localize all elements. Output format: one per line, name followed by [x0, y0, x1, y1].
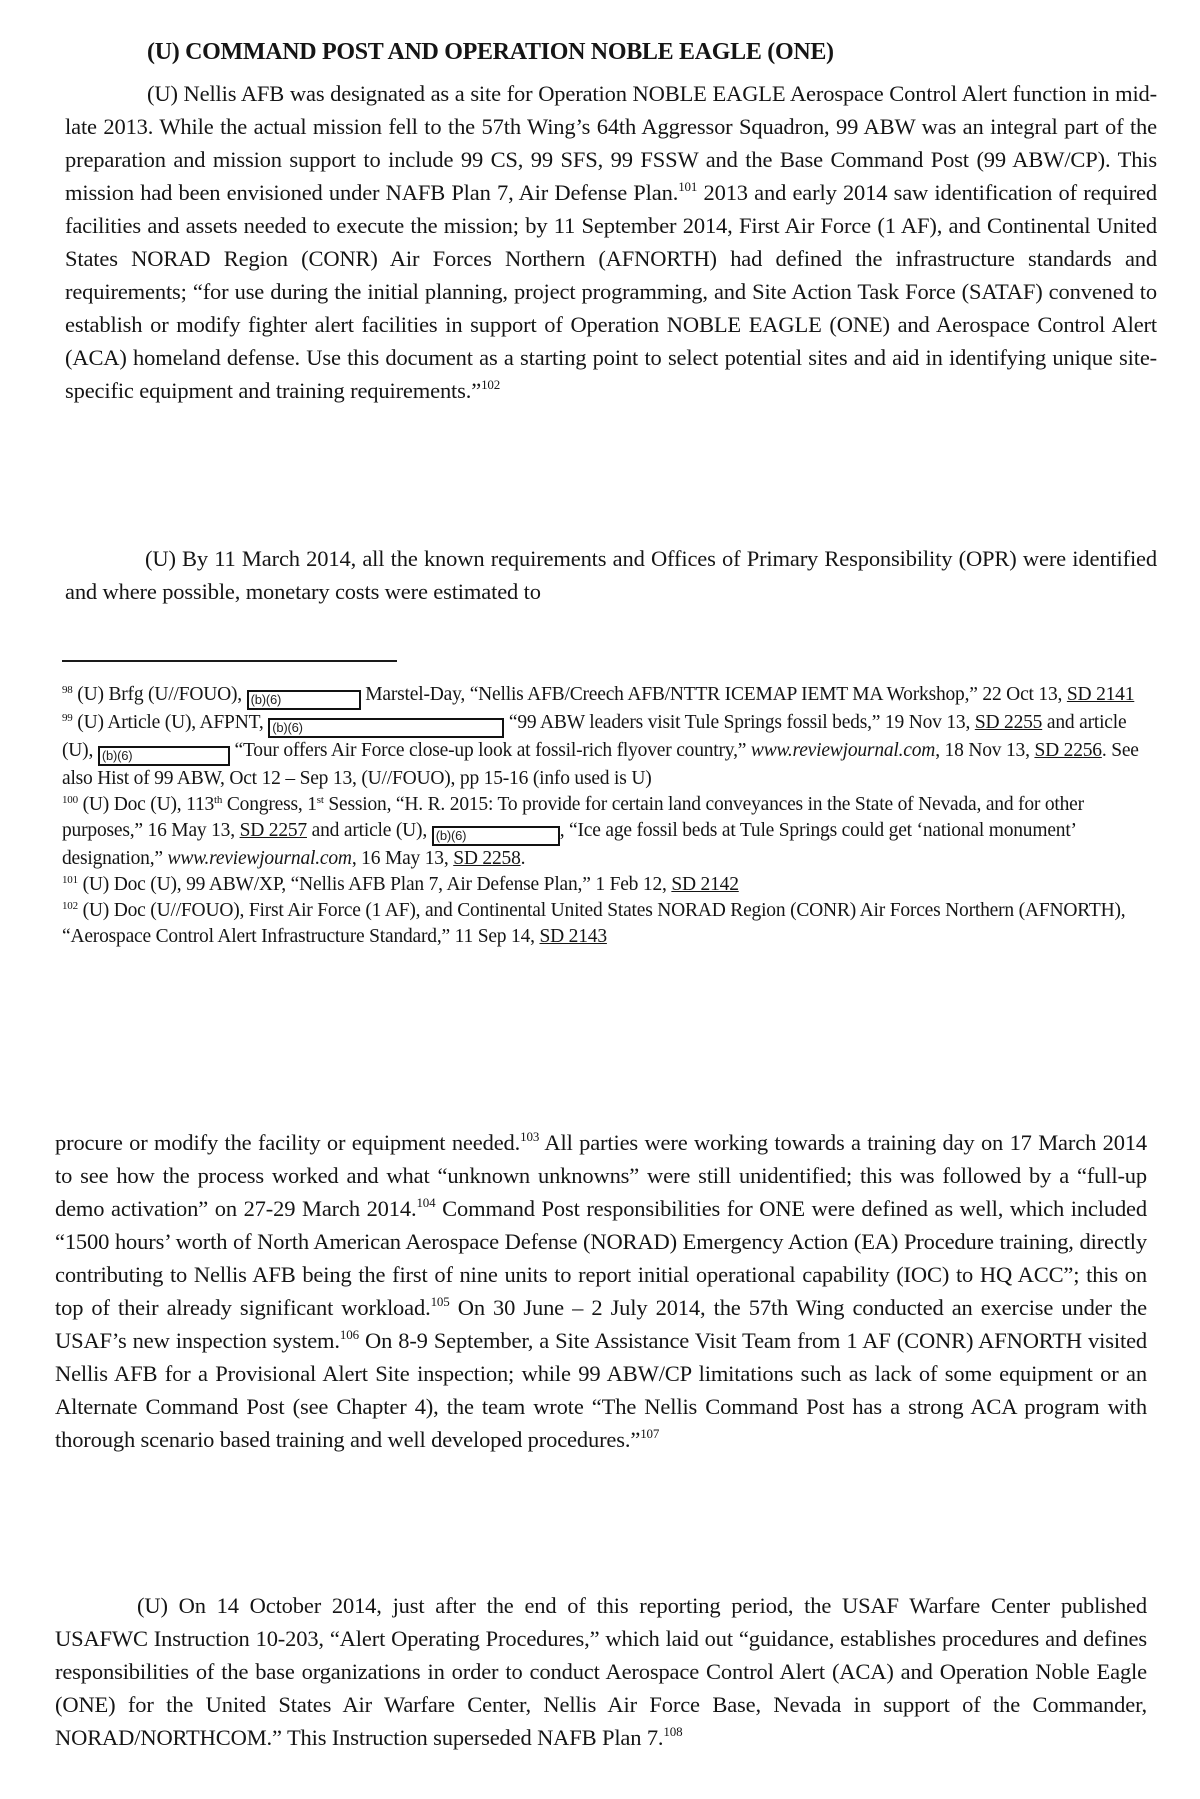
- source-doc-link[interactable]: SD 2258: [453, 848, 521, 869]
- footnote-ref-108[interactable]: 108: [663, 1724, 683, 1739]
- paragraph-2: (U) By 11 March 2014, all the known requirements and Offices of Primary Responsibility (OPR) were identified and where possible, monetary costs were estimated to: [65, 546, 1157, 604]
- footnote-99: $^{99}$ (U) Article (U), AFPNT, (b)(6) “99 ABW leaders visit Tule Springs fossil beds,” 19 Nov 13, SD 2255 and article (U), (b)(6) “Tour offers Air Force close-up look at fossil-rich flyover country,” www.reviewjournal.com, 18 Nov 13, SD 2256. See also Hist of 99 ABW, Oct 12 – Sep 13, (U//FOUO), pp 15-16 (info used is U): [62, 712, 1139, 789]
- footnote-ref-101[interactable]: 101: [678, 179, 698, 194]
- redaction-box: (b)(6): [432, 826, 560, 846]
- redaction-box: (b)(6): [268, 718, 504, 738]
- redaction-box: (b)(6): [98, 746, 230, 766]
- website-reference: www.reviewjournal.com: [167, 848, 352, 869]
- footnote-ref-105[interactable]: 105: [430, 1294, 450, 1309]
- footnote-ref-107[interactable]: 107: [640, 1426, 660, 1441]
- source-doc-link[interactable]: SD 2256: [1034, 740, 1102, 761]
- footnote-102: $^{102}$ (U) Doc (U//FOUO), First Air Force (1 AF), and Continental United States NORAD Region (CONR) Air Forces Northern (AFNORTH), “Aerospace Control Alert Infrastructure Standard,” 11 Sep 14, SD 2143: [62, 900, 1126, 947]
- footnote-100: $^{100}$ (U) Doc (U), 113th Congress, 1st Session, “H. R. 2015: To provide for certain land conveyances in the State of Nevada, and for other purposes,” 16 May 13, SD 2257 and article (U), (b)(6) , “Ice age fossil beds at Tule Springs could get ‘national monument’ designation,” www.reviewjournal.com, 16 May 13, SD 2258.: [62, 794, 1084, 869]
- website-reference: www.reviewjournal.com: [750, 740, 936, 761]
- footnote-ref-103[interactable]: 103: [520, 1129, 540, 1144]
- footnote-101: $^{101}$ (U) Doc (U), 99 ABW/XP, “Nellis AFB Plan 7, Air Defense Plan,” 1 Feb 12, SD 2142: [62, 874, 739, 895]
- footnote-ref-104[interactable]: 104: [416, 1195, 436, 1210]
- body-top-p2: [65, 542, 1157, 608]
- footnote-98: $^{98}$ (U) Brfg (U//FOUO), (b)(6) Marstel-Day, “Nellis AFB/Creech AFB/NTTR ICEMAP IEMT MA Workshop,” 22 Oct 13, SD 2141: [62, 682, 1152, 710]
- body-top: [65, 77, 1157, 407]
- footnote-ref-106[interactable]: 106: [339, 1327, 359, 1342]
- redaction-box: (b)(6): [247, 690, 361, 710]
- section-heading: (U) COMMAND POST AND OPERATION NOBLE EAGLE (ONE): [147, 39, 834, 65]
- body-bottom: [55, 1126, 1147, 1456]
- source-doc-link[interactable]: SD 2255: [974, 712, 1043, 733]
- paragraph-1: (U) Nellis AFB was designated as a site for Operation NOBLE EAGLE Aerospace Control Alert function in mid-late 2013. While the actual mission fell to the 57th Wing’s 64th Aggressor Squadron, 99 ABW was an integral part of the preparation and mission support to include 99 CS, 99 SFS, 99 FSSW and the Base Command Post (99 ABW/CP). This mission had been envisioned under NAFB Plan 7, Air Defense Plan.$^{101}$ 2013 and early 2014 saw identification of required facilities and assets needed to execute the mission; by 11 September 2014, First Air Force (1 AF), and Continental United States NORAD Region (CONR) Air Forces Northern (AFNORTH) had defined the infrastructure standards and requirements; “for use during the initial planning, project programming, and Site Action Task Force (SATAF) convened to establish or modify fighter alert facilities in support of Operation NOBLE EAGLE (ONE) and Aerospace Control Alert (ACA) homeland defense. Use this document as a starting point to select potential sites and aid in identifying unique site-specific equipment and training requirements.”$^{102}$: [65, 81, 1157, 403]
- source-doc-link[interactable]: SD 2143: [539, 926, 607, 947]
- source-doc-link[interactable]: SD 2257: [239, 820, 307, 841]
- footnotes: [62, 682, 1152, 950]
- paragraph-2-continued: procure or modify the facility or equipment needed.$^{103}$ All parties were working towards a training day on 17 March 2014 to see how the process worked and what “unknown unknowns” were still unidentified; this was followed by a “full-up demo activation” on 27-29 March 2014.$^{104}$ Command Post responsibilities for ONE were defined as well, which included “1500 hours’ worth of North American Aerospace Defense (NORAD) Emergency Action (EA) Procedure training, directly contributing to Nellis AFB being the first of nine units to report initial operational capability (IOC) to HQ ACC”; this on top of their already significant workload.$^{105}$ On 30 June – 2 July 2014, the 57th Wing conducted an exercise under the USAF’s new inspection system.$^{106}$ On 8-9 September, a Site Assistance Visit Team from 1 AF (CONR) AFNORTH visited Nellis AFB for a Provisional Alert Site inspection; while 99 ABW/CP limitations such as lack of some equipment or an Alternate Command Post (see Chapter 4), the team wrote “The Nellis Command Post has a strong ACA program with thorough scenario based training and well developed procedures.”$^{107}$: [55, 1129, 1147, 1452]
- source-doc-link[interactable]: SD 2141: [1066, 684, 1135, 705]
- body-bottom-p3: [55, 1589, 1147, 1754]
- source-doc-link[interactable]: SD 2142: [671, 874, 739, 895]
- paragraph-3: (U) On 14 October 2014, just after the end of this reporting period, the USAF Warfare Center published USAFWC Instruction 10-203, “Alert Operating Procedures,” which laid out “guidance, establishes procedures and defines responsibilities of the base organizations in order to conduct Aerospace Control Alert (ACA) and Operation Noble Eagle (ONE) for the United States Air Warfare Center, Nellis Air Force Base, Nevada in support of the Commander, NORAD/NORTHCOM.” This Instruction superseded NAFB Plan 7.$^{108}$: [55, 1593, 1147, 1750]
- footnote-ref-102[interactable]: 102: [481, 377, 501, 392]
- footnote-divider: [62, 660, 397, 662]
